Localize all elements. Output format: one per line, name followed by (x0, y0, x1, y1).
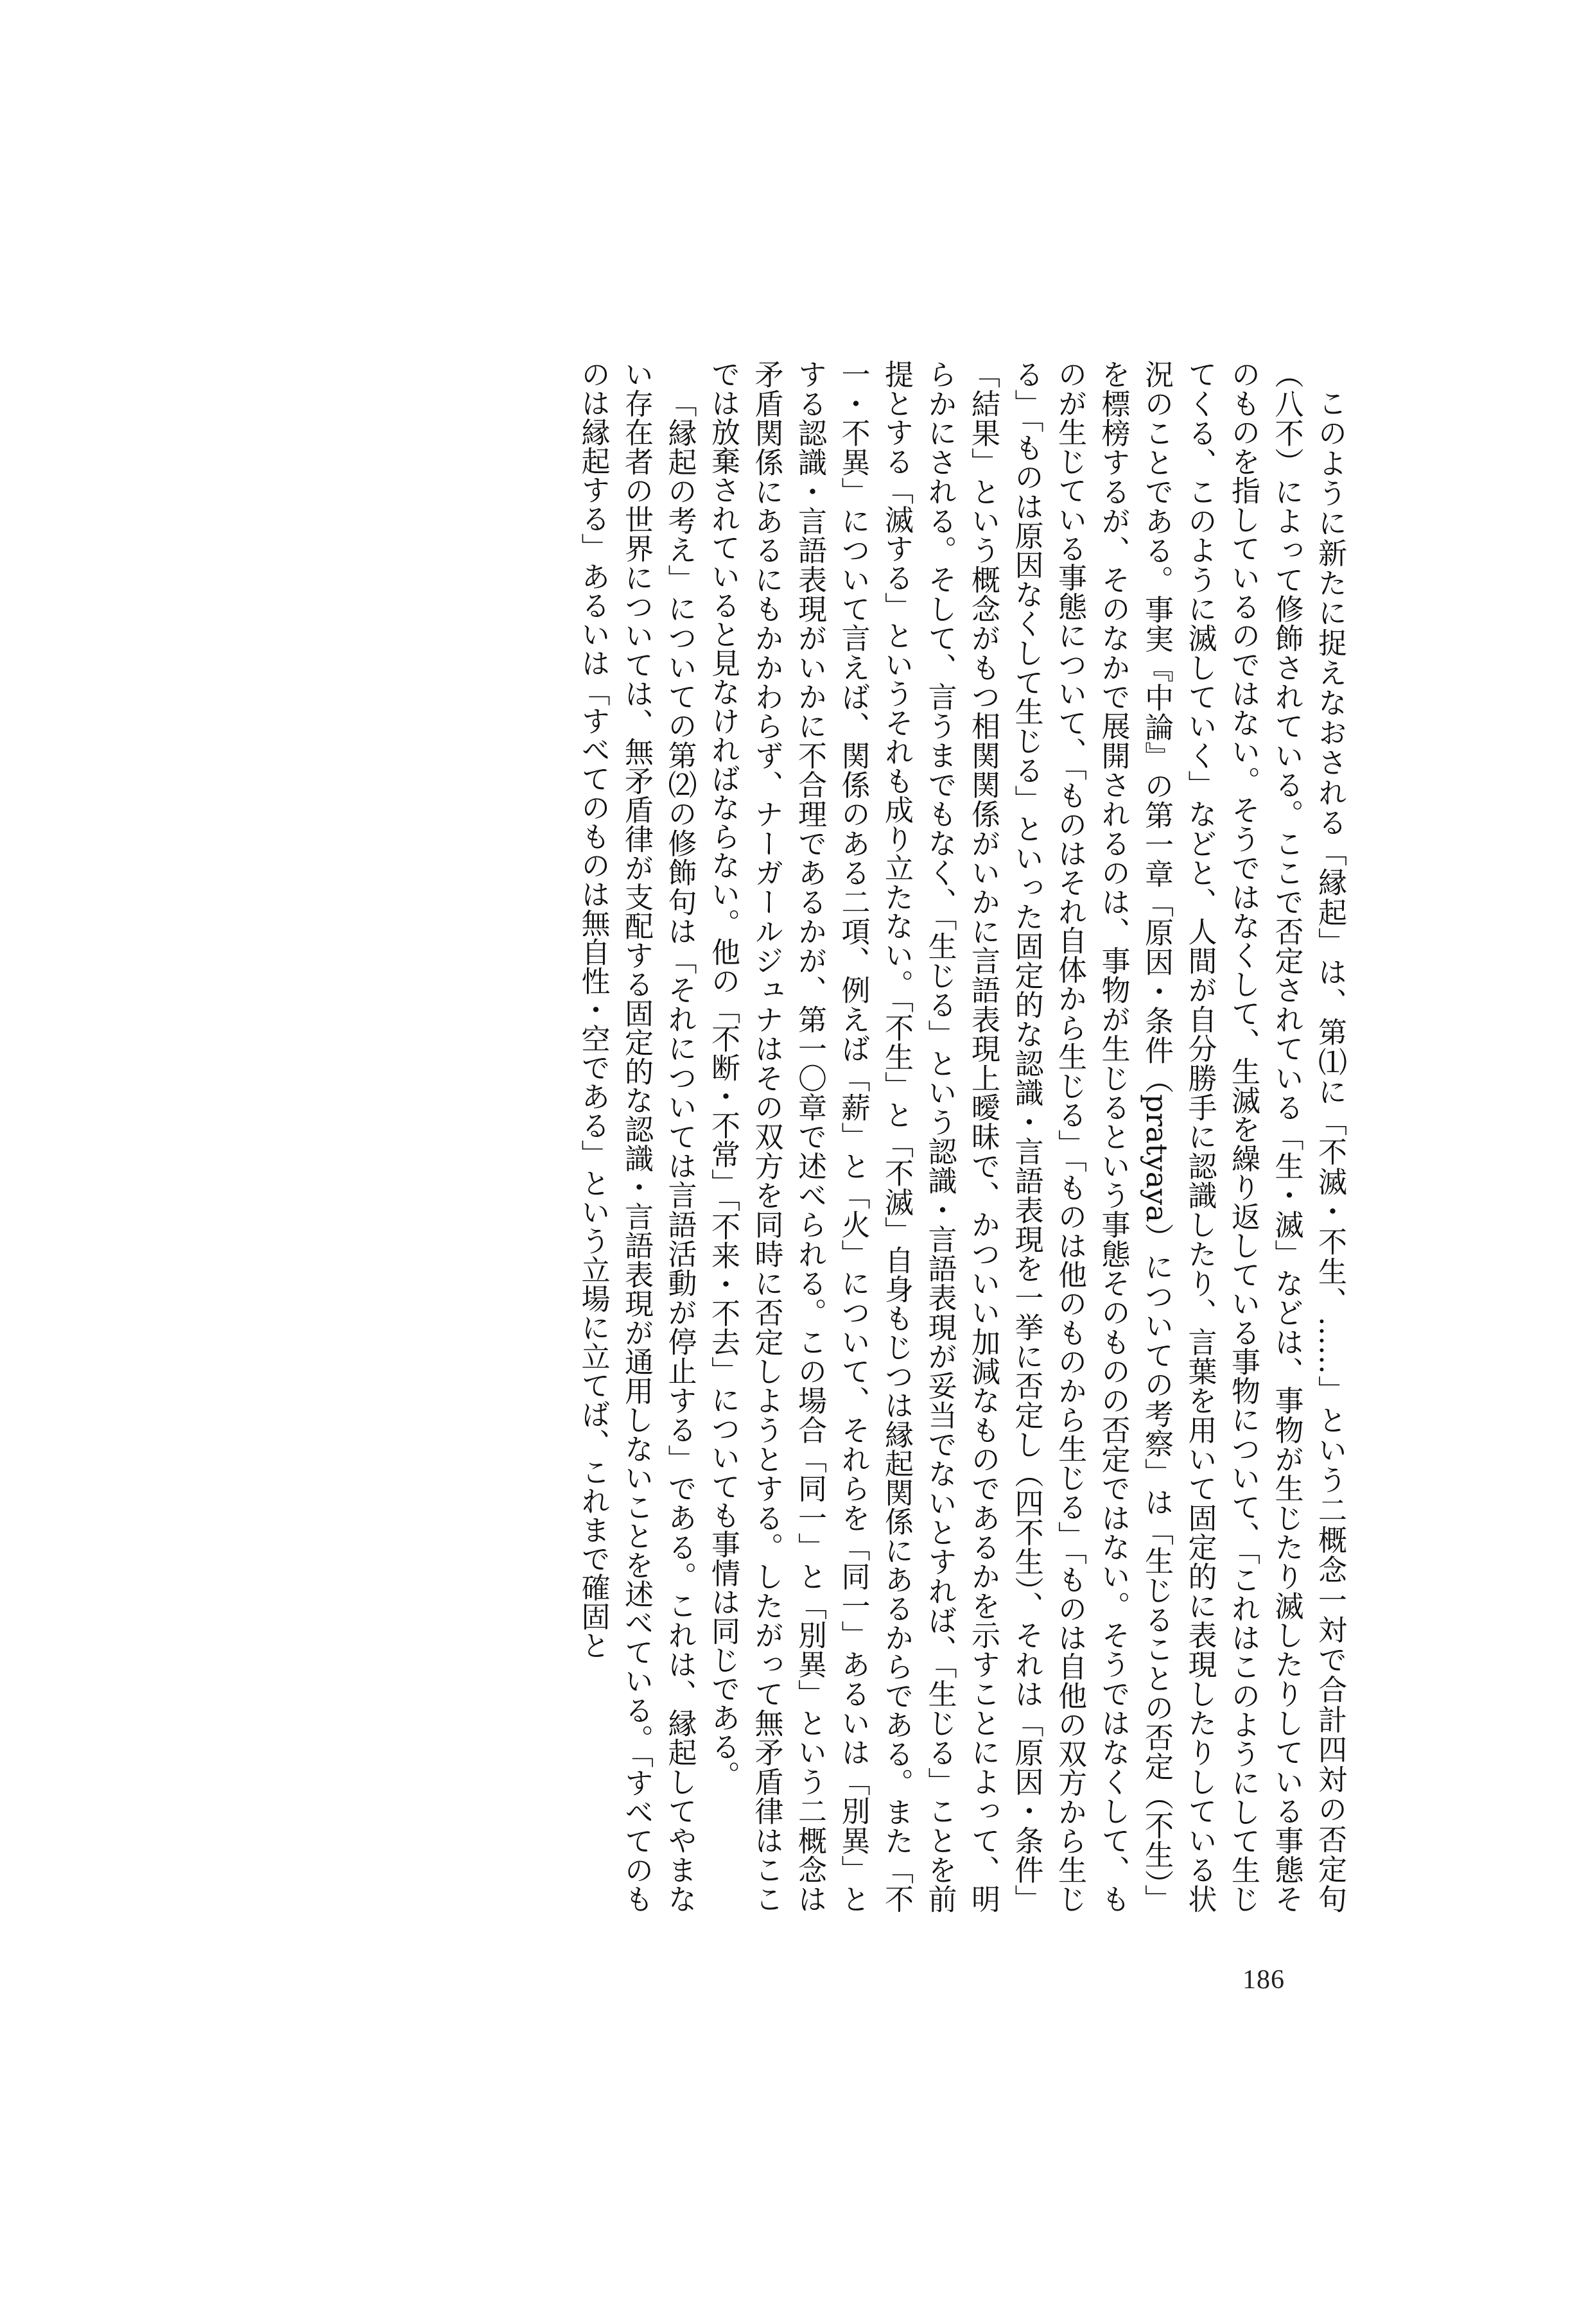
paragraph-2: 「縁起の考え」についての第⑵の修飾句は「それについては言語活動が停止する」である。これは、縁起してやまない存在者の世界については、無矛盾律が支配する固定的な認識・言語表現が通用しないことを述べている。「すべてのものは縁起する」あるいは「すべてのものは無自性・空である」という立場に立てば、これまで確固と (576, 360, 697, 1913)
paragraph-1: このように新たに捉えなおされる「縁起」は、第⑴に「不滅・不生、……」という二概念一対で合計四対の否定句（八不）によって修飾されている。ここで否定されている「生・滅」などは、事物が生じたり滅したりしている事態そのものを指しているのではない。そうではなくして、生滅を繰り返している事物について、「これはこのようにして生じてくる、このように滅していく」などと、人間が自分勝手に認識したり、言葉を用いて固定的に表現したりしている状況のことである。事実『中論』の第一章「原因・条件（pratyaya）についての考察」は「生じることの否定（不生）」を標榜するが、そのなかで展開されるのは、事物が生じるという事態そのものの否定ではない。そうではなくして、ものが生じている事態について、「ものはそれ自体から生じる」「ものは他のものから生じる」「ものは自他の双方から生じる」「ものは原因なくして生じる」といった固定的な認識・言語表現を一挙に否定し（四不生）、それは「原因・条件」「結果」という概念がもつ相関関係がいかに言語表現上曖昧で、かついい加減なものであるかを示すことによって、明らかにされる。そして、言うまでもなく、「生じる」という認識・言語表現が妥当でないとすれば、「生じる」ことを前提とする「滅する」というそれも成り立たない。「不生」と「不滅」自身もじつは縁起関係にあるからである。また「不一・不異」について言えば、関係のある二項、例えば「薪」と「火」について、それらを「同一」あるいは「別異」とする認識・言語表現がいかに不合理であるかが、第一〇章で述べられる。この場合「同一」と「別異」という二概念は矛盾関係にあるにもかかわらず、ナーガールジュナはその双方を同時に否定しようとする。したがって無矛盾律はここでは放棄されていると見なければならない。他の「不断・不常」「不来・不去」についても事情は同じである。 (706, 360, 1347, 1913)
vertical-text-block (311, 360, 1352, 1913)
page-number: 186 (1242, 1965, 1285, 1995)
